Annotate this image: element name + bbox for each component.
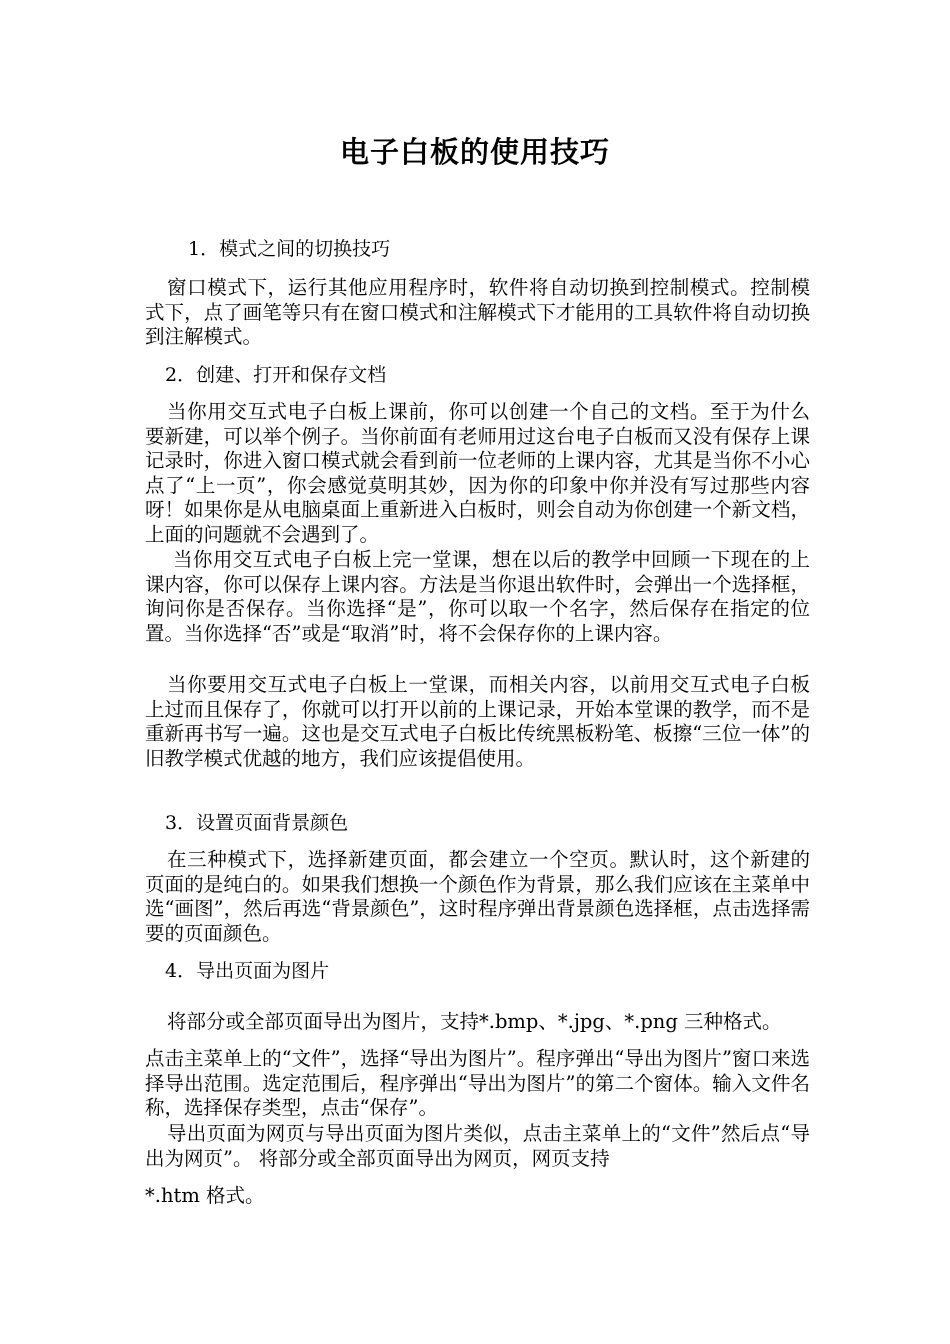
paragraph: 当你用交互式电子白板上完一堂课，想在以后的教学中回顾一下现在的上课内容，你可以保存上课内容。方法是当你退出软件时，会弹出一个选择框，询问你是否保存。当你选择“是”，你可以取一个名字，然后保存在指定的位置。当你选择“否”或是“取消”时，将不会保存你的上课内容。 [145,548,810,645]
paragraph-htm-format: *.htm 格式。 [145,1184,265,1207]
paragraph: 当你用交互式电子白板上课前，你可以创建一个自己的文档。至于为什么要新建，可以举个例子。当你前面有老师用过这台电子白板而又没有保存上课记录时，你进入窗口模式就会看到前一位老师的上课内容，尤其是当你不小心点了“上一页”，你会感觉莫明其妙，因为你的印象中你并没有写过那些内容呀！如果你是从电脑桌面上重新进入白板时，则会自动为你创建一个新文档，上面的问题就不会遇到了。 [145,400,810,546]
paragraph: 在三种模式下，选择新建页面，都会建立一个空页。默认时，这个新建的页面的是纯白的。如果我们想换一个颜色作为背景，那么我们应该在主菜单中选“画图”，然后再选“背景颜色”，这时程序弹出背景颜色选择框，点击选择需要的页面颜色。 [145,848,810,945]
paragraph: 点击主菜单上的“文件”，选择“导出为图片”。程序弹出“导出为图片”窗口来选择导出范围。选定范围后，程序弹出“导出为图片”的第二个窗体。输入文件名称，选择保存类型，点击“保存”。 [145,1047,810,1119]
section-heading-4: 4．导出页面为图片 [165,960,330,982]
section-heading-1: 1．模式之间的切换技巧 [188,238,391,260]
section-heading-2: 2．创建、打开和保存文档 [165,364,387,386]
paragraph-formats: 将部分或全部页面导出为图片，支持*.bmp、*.jpg、*.png 三种格式。 [167,1010,782,1033]
paragraph: 当你要用交互式电子白板上一堂课，而相关内容，以前用交互式电子白板上过而且保存了，你就可以打开以前的上课记录，开始本堂课的教学，而不是重新再书写一遍。这也是交互式电子白板比传统黑板粉笔、板擦“三位一体”的旧教学模式优越的地方，我们应该提倡使用。 [145,673,810,770]
document-title: 电子白板的使用技巧 [339,135,610,169]
paragraph: 导出页面为网页与导出页面为图片类似，点击主菜单上的“文件”然后点“导出为网页”。 将部分或全部页面导出为网页，网页支持 [145,1122,810,1170]
section-heading-3: 3．设置页面背景颜色 [165,812,349,834]
paragraph: 窗口模式下，运行其他应用程序时，软件将自动切换到控制模式。控制模式下，点了画笔等只有在窗口模式和注解模式下才能用的工具软件将自动切换到注解模式。 [145,276,810,348]
